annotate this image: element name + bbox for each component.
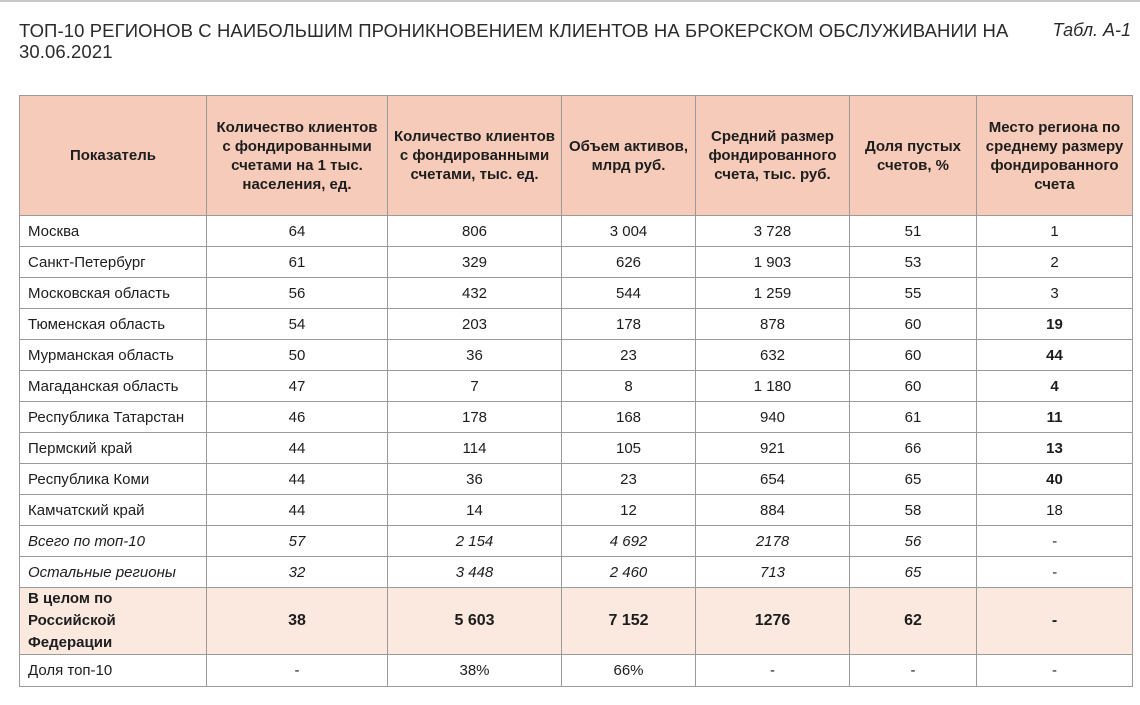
table-cell: 203 — [388, 309, 562, 340]
region-name: Мурманская область — [20, 340, 207, 371]
table-cell: 38% — [388, 655, 562, 687]
table-cell: 56 — [850, 526, 977, 557]
table-cell: 66% — [562, 655, 696, 687]
subtotal-row — [20, 526, 1133, 557]
table-cell: 44 — [207, 464, 388, 495]
table-cell: 2 — [977, 247, 1133, 278]
table-cell: 7 — [388, 371, 562, 402]
table-cell: 921 — [696, 433, 850, 464]
table-cell: 61 — [207, 247, 388, 278]
table-cell: 50 — [207, 340, 388, 371]
table-cell: 2 460 — [562, 557, 696, 588]
subtotal-label: Остальные регионы — [20, 557, 207, 588]
table-cell: 3 448 — [388, 557, 562, 588]
table-cell: 4 — [977, 371, 1133, 402]
table-cell: - — [977, 526, 1133, 557]
table-cell: 3 728 — [696, 216, 850, 247]
total-label: В целом по Российской Федерации — [20, 588, 207, 655]
table-cell: 114 — [388, 433, 562, 464]
column-header: Количество клиентов с фондированными счетами на 1 тыс. населения, ед. — [207, 96, 388, 216]
subtotal-label: Всего по топ-10 — [20, 526, 207, 557]
table-cell: 940 — [696, 402, 850, 433]
table-cell: 18 — [977, 495, 1133, 526]
header-row — [20, 96, 1133, 216]
table-cell: 329 — [388, 247, 562, 278]
table-cell: 432 — [388, 278, 562, 309]
table-cell: 51 — [850, 216, 977, 247]
table-cell: 7 152 — [562, 588, 696, 655]
table-cell: 46 — [207, 402, 388, 433]
table-cell: 1 180 — [696, 371, 850, 402]
table-cell: - — [696, 655, 850, 687]
table-cell: 544 — [562, 278, 696, 309]
table-cell: 57 — [207, 526, 388, 557]
table-cell: 5 603 — [388, 588, 562, 655]
table-row — [20, 278, 1133, 309]
table-cell: 11 — [977, 402, 1133, 433]
table-cell: 1 903 — [696, 247, 850, 278]
table-row — [20, 464, 1133, 495]
table-cell: - — [207, 655, 388, 687]
column-header: Объем активов, млрд руб. — [562, 96, 696, 216]
table-cell: 713 — [696, 557, 850, 588]
table-cell: 65 — [850, 464, 977, 495]
table-cell: 36 — [388, 340, 562, 371]
table-cell: 3 — [977, 278, 1133, 309]
column-header: Показатель — [20, 96, 207, 216]
table-row — [20, 402, 1133, 433]
table-cell: 36 — [388, 464, 562, 495]
table-cell: 44 — [977, 340, 1133, 371]
table-cell: - — [977, 588, 1133, 655]
table-cell: 1 259 — [696, 278, 850, 309]
table-cell: 178 — [388, 402, 562, 433]
table-row — [20, 433, 1133, 464]
table-cell: 1276 — [696, 588, 850, 655]
region-name: Тюменская область — [20, 309, 207, 340]
table-row — [20, 340, 1133, 371]
table-cell: 19 — [977, 309, 1133, 340]
table-cell: 66 — [850, 433, 977, 464]
region-name: Камчатский край — [20, 495, 207, 526]
table-cell: 13 — [977, 433, 1133, 464]
column-header: Место региона по среднему размеру фондированного счета — [977, 96, 1133, 216]
table-cell: 884 — [696, 495, 850, 526]
region-name: Московская область — [20, 278, 207, 309]
table-cell: 64 — [207, 216, 388, 247]
table-cell: 38 — [207, 588, 388, 655]
table-cell: 53 — [850, 247, 977, 278]
total-row — [20, 588, 1133, 655]
table-cell: 2 154 — [388, 526, 562, 557]
table-cell: 168 — [562, 402, 696, 433]
table-cell: - — [850, 655, 977, 687]
table-row — [20, 247, 1133, 278]
table-cell: 12 — [562, 495, 696, 526]
column-header: Средний размер фондированного счета, тыс. руб. — [696, 96, 850, 216]
table-cell: 61 — [850, 402, 977, 433]
table-cell: 65 — [850, 557, 977, 588]
table-cell: 60 — [850, 309, 977, 340]
region-name: Москва — [20, 216, 207, 247]
table-cell: 105 — [562, 433, 696, 464]
table-cell: 54 — [207, 309, 388, 340]
table-cell: 55 — [850, 278, 977, 309]
table-cell: 806 — [388, 216, 562, 247]
regions-table — [19, 95, 1133, 687]
table-cell: 40 — [977, 464, 1133, 495]
top-rule — [0, 0, 1140, 2]
region-name: Санкт-Петербург — [20, 247, 207, 278]
table-row — [20, 309, 1133, 340]
table-row — [20, 216, 1133, 247]
share-row — [20, 655, 1133, 687]
table-cell: 1 — [977, 216, 1133, 247]
table-row — [20, 371, 1133, 402]
table-cell: 632 — [696, 340, 850, 371]
table-cell: - — [977, 655, 1133, 687]
table-cell: 58 — [850, 495, 977, 526]
share-label: Доля топ-10 — [20, 655, 207, 687]
table-cell: 44 — [207, 495, 388, 526]
table-cell: 3 004 — [562, 216, 696, 247]
table-cell: 62 — [850, 588, 977, 655]
table-cell: 654 — [696, 464, 850, 495]
table-cell: 2178 — [696, 526, 850, 557]
table-cell: 60 — [850, 340, 977, 371]
table-label: Табл. А-1 — [1052, 20, 1131, 40]
table-cell: 8 — [562, 371, 696, 402]
column-header: Количество клиентов с фондированными счетами, тыс. ед. — [388, 96, 562, 216]
table-cell: 178 — [562, 309, 696, 340]
region-name: Магаданская область — [20, 371, 207, 402]
table-cell: 14 — [388, 495, 562, 526]
table-row — [20, 495, 1133, 526]
table-cell: 878 — [696, 309, 850, 340]
table-cell: 47 — [207, 371, 388, 402]
table-cell: 23 — [562, 464, 696, 495]
table-cell: 32 — [207, 557, 388, 588]
table-cell: 4 692 — [562, 526, 696, 557]
subtotal-row — [20, 557, 1133, 588]
table-cell: 23 — [562, 340, 696, 371]
region-name: Пермский край — [20, 433, 207, 464]
region-name: Республика Коми — [20, 464, 207, 495]
column-header: Доля пустых счетов, % — [850, 96, 977, 216]
table-cell: - — [977, 557, 1133, 588]
table-cell: 56 — [207, 278, 388, 309]
table-cell: 626 — [562, 247, 696, 278]
table-cell: 60 — [850, 371, 977, 402]
region-name: Республика Татарстан — [20, 402, 207, 433]
table-cell: 44 — [207, 433, 388, 464]
table-title: ТОП-10 РЕГИОНОВ С НАИБОЛЬШИМ ПРОНИКНОВЕНИЕМ КЛИЕНТОВ НА БРОКЕРСКОМ ОБСЛУЖИВАНИИ НА 30.06.2021 — [19, 20, 1009, 62]
